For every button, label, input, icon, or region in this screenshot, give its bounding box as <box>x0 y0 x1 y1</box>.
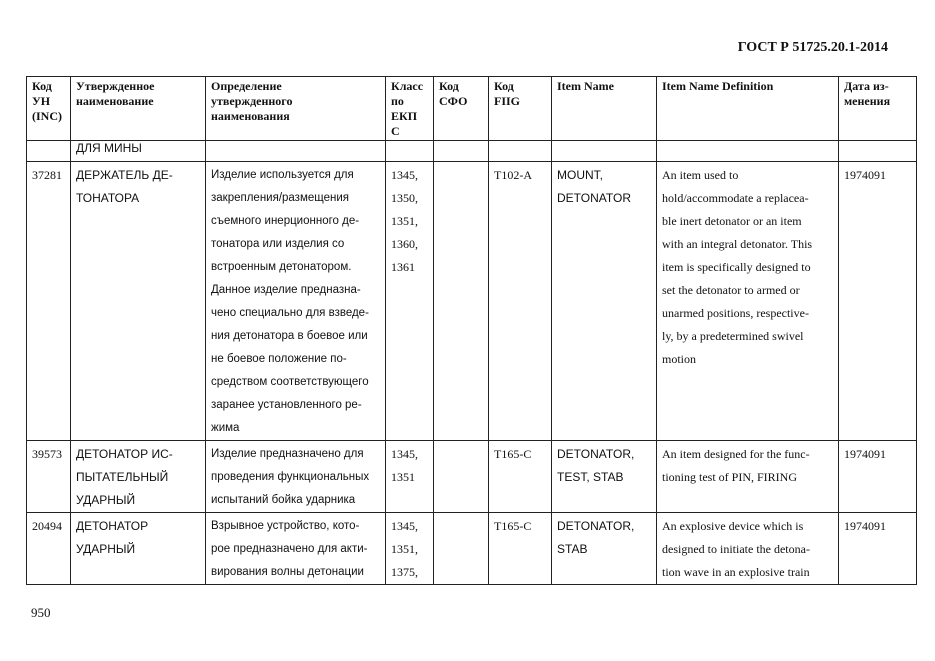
cell-approved-name: ДЛЯ МИНЫ <box>71 141 206 162</box>
cell-fiig: T165-C <box>489 441 552 513</box>
cell-item-name <box>552 141 657 162</box>
cell-sfo <box>434 141 489 162</box>
cell-line: 1360, <box>391 237 418 251</box>
cell-line: FIIG <box>494 94 521 108</box>
cell-line: DETONATOR <box>557 191 632 205</box>
cell-line: unarmed positions, respective- <box>662 306 809 320</box>
cell-inc <box>27 141 71 162</box>
cell-line: УДАРНЫЙ <box>76 542 136 556</box>
cell-line: съемного инерционного де- <box>211 215 360 227</box>
cell-line: 1375, <box>391 565 418 579</box>
cell-line: 1361 <box>391 260 415 274</box>
cell-change-date: 1974091 <box>839 513 917 585</box>
cell-line: ния детонатора в боевое или <box>211 330 368 342</box>
cell-line: наименования <box>211 109 290 123</box>
cell-line: тонатора или изделия со <box>211 238 345 250</box>
cell-line: Item Name <box>557 79 614 93</box>
cell-line: with an integral detonator. This <box>662 237 813 251</box>
cell-line: 1345, <box>391 519 418 533</box>
cell-line: motion <box>662 352 697 366</box>
cell-class <box>386 513 434 585</box>
cell-line: Изделие предназначено для <box>211 448 364 460</box>
cell-item-name-definition <box>657 441 839 513</box>
page-number: 950 <box>31 605 51 620</box>
cell-item-name <box>552 162 657 441</box>
cell-line: наименование <box>76 94 154 108</box>
cell-line: Дата из- <box>844 79 889 93</box>
nomenclature-table <box>26 76 917 585</box>
cell-line: An explosive device which is <box>662 519 804 533</box>
cell-line: Данное изделие предназна- <box>211 284 361 296</box>
cell-change-date: 1974091 <box>839 441 917 513</box>
cell-class <box>386 162 434 441</box>
cell-line: 1350, <box>391 191 418 205</box>
cell-line: Утвержденное <box>76 79 155 93</box>
cell-line: ДЕТОНАТОР <box>76 519 149 533</box>
cell-sfo <box>434 441 489 513</box>
cell-item-name-definition <box>657 513 839 585</box>
table-row <box>27 162 917 441</box>
cell-line: 1345, <box>391 168 418 182</box>
column-header-change-date <box>839 77 917 141</box>
column-header-item-name <box>552 77 657 141</box>
cell-change-date: 1974091 <box>839 162 917 441</box>
cell-line: С <box>391 124 400 138</box>
cell-line: средством соответствующего <box>211 376 369 388</box>
cell-line: испытаний бойка ударника <box>211 494 356 506</box>
cell-definition <box>206 441 386 513</box>
cell-line: 1351 <box>391 470 415 484</box>
cell-line: hold/accommodate a replacea- <box>662 191 809 205</box>
cell-line: проведения функциональных <box>211 471 370 483</box>
cell-line: tioning test of PIN, FIRING <box>662 470 797 484</box>
cell-approved-name <box>71 441 206 513</box>
cell-line: designed to initiate the detona- <box>662 542 810 556</box>
cell-line: не боевое положение по- <box>211 353 347 365</box>
table-row-continuation <box>27 141 917 162</box>
cell-line: ТОНАТОРА <box>76 191 140 205</box>
cell-line: DETONATOR, <box>557 447 635 461</box>
cell-item-name-definition <box>657 141 839 162</box>
cell-fiig: T102-A <box>489 162 552 441</box>
cell-change-date <box>839 141 917 162</box>
cell-line: закрепления/размещения <box>211 192 349 204</box>
column-header-sfo <box>434 77 489 141</box>
cell-line: Код <box>494 79 514 93</box>
cell-line: (INC) <box>32 109 62 123</box>
cell-line: УН <box>32 94 51 108</box>
cell-line: MOUNT, <box>557 168 603 182</box>
cell-line: Класс <box>391 79 424 93</box>
cell-fiig: T165-C <box>489 513 552 585</box>
cell-line: Код <box>32 79 52 93</box>
cell-definition <box>206 141 386 162</box>
cell-line: ble inert detonator or an item <box>662 214 802 228</box>
cell-sfo <box>434 513 489 585</box>
column-header-item-name-definition <box>657 77 839 141</box>
cell-class <box>386 141 434 162</box>
cell-item-name <box>552 513 657 585</box>
cell-line: вирования волны детонации <box>211 566 364 578</box>
cell-inc: 37281 <box>27 162 71 441</box>
cell-line: tion wave in an explosive train <box>662 565 810 579</box>
column-header-approved-name <box>71 77 206 141</box>
cell-line: ДЕРЖАТЕЛЬ ДЕ- <box>76 168 173 182</box>
cell-line: по <box>391 94 404 108</box>
cell-item-name-definition <box>657 162 839 441</box>
cell-line: ДЕТОНАТОР ИС- <box>76 447 173 461</box>
cell-line: жима <box>211 422 240 434</box>
table-row <box>27 441 917 513</box>
column-header-fiig <box>489 77 552 141</box>
cell-line: An item designed for the func- <box>662 447 810 461</box>
cell-line: ПЫТАТЕЛЬНЫЙ <box>76 470 169 484</box>
cell-approved-name <box>71 162 206 441</box>
cell-inc: 20494 <box>27 513 71 585</box>
cell-line: встроенным детонатором. <box>211 261 352 273</box>
cell-line: STAB <box>557 542 588 556</box>
cell-line: Код <box>439 79 459 93</box>
cell-inc: 39573 <box>27 441 71 513</box>
cell-item-name <box>552 441 657 513</box>
cell-line: 1351, <box>391 214 418 228</box>
cell-line: ЕКП <box>391 109 418 123</box>
cell-line: рое предназначено для акти- <box>211 543 368 555</box>
cell-line: 1345, <box>391 447 418 461</box>
cell-line: утвержденного <box>211 94 293 108</box>
cell-line: Изделие используется для <box>211 169 354 181</box>
column-header-definition <box>206 77 386 141</box>
cell-line: СФО <box>439 94 468 108</box>
cell-line: set the detonator to armed or <box>662 283 800 297</box>
cell-line: Item Name Definition <box>662 79 774 93</box>
cell-line: чено специально для взведе- <box>211 307 369 319</box>
cell-line: заранее установленного ре- <box>211 399 362 411</box>
cell-line: ly, by a predetermined swivel <box>662 329 804 343</box>
cell-approved-name <box>71 513 206 585</box>
cell-line: TEST, STAB <box>557 470 624 484</box>
cell-sfo <box>434 162 489 441</box>
cell-definition <box>206 513 386 585</box>
cell-line: 1351, <box>391 542 418 556</box>
cell-line: Взрывное устройство, кото- <box>211 520 360 532</box>
cell-line: DETONATOR, <box>557 519 635 533</box>
column-header-inc <box>27 77 71 141</box>
cell-class <box>386 441 434 513</box>
cell-line: item is specifically designed to <box>662 260 811 274</box>
document-standard-code: ГОСТ Р 51725.20.1-2014 <box>737 40 888 55</box>
table-header-row <box>27 77 917 141</box>
cell-line: An item used to <box>662 168 739 182</box>
cell-fiig <box>489 141 552 162</box>
column-header-class <box>386 77 434 141</box>
cell-definition <box>206 162 386 441</box>
cell-line: менения <box>844 94 891 108</box>
table-row <box>27 513 917 585</box>
cell-line: Определение <box>211 79 282 93</box>
cell-line: УДАРНЫЙ <box>76 493 136 507</box>
